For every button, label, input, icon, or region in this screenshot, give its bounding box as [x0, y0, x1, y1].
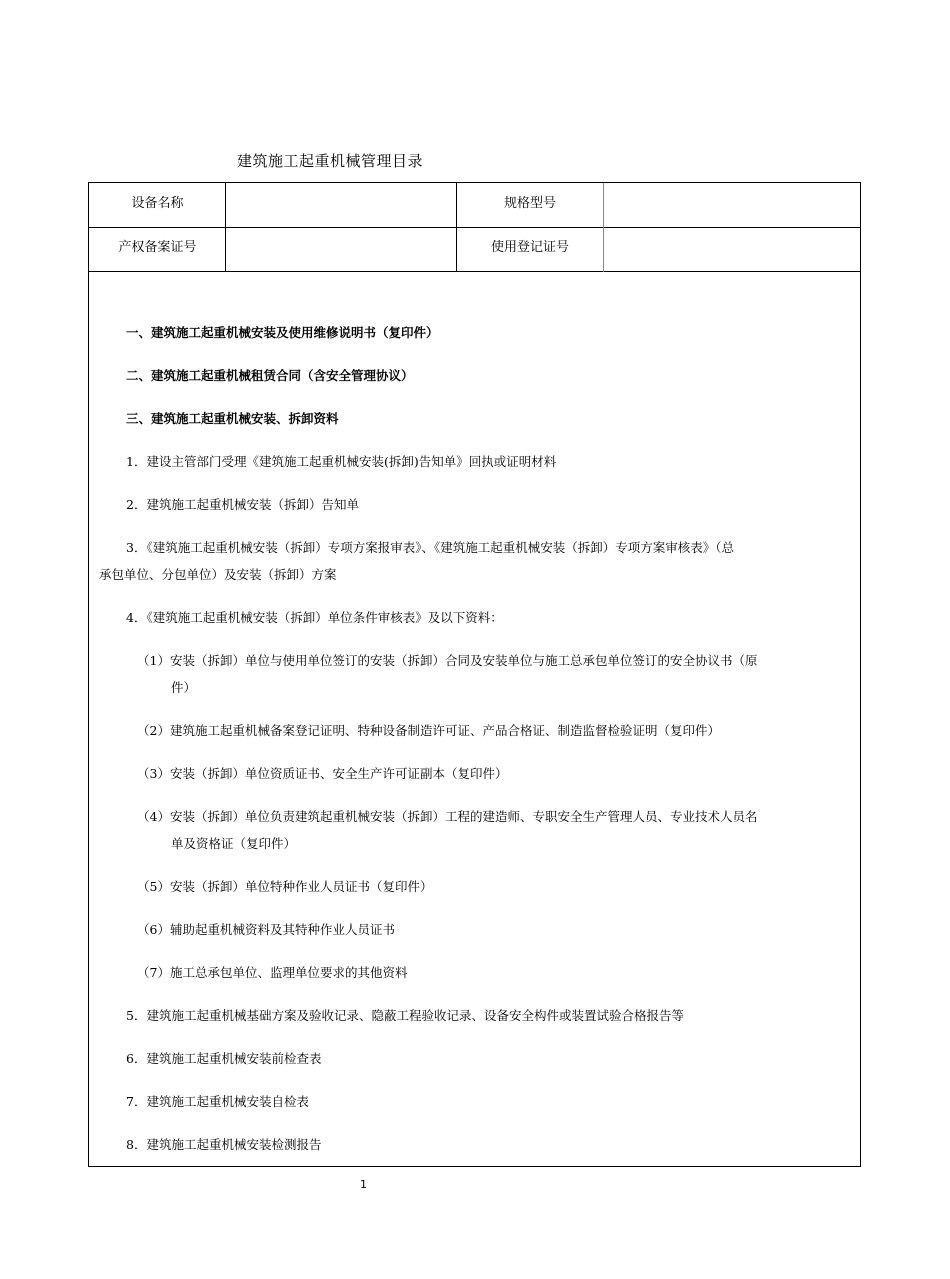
equipment-name-field[interactable] [226, 183, 457, 227]
sub-item: （2）建筑施工起重机械备案登记证明、特种设备制造许可证、产品合格证、制造监督检验证明（复印件） [137, 723, 720, 738]
property-record-no-label: 产权备案证号 [118, 240, 197, 255]
form-frame [88, 182, 861, 1167]
header-row-1 [89, 183, 860, 228]
list-item: 3．《建筑施工起重机械安装（拆卸）专项方案报审表》、《建筑施工起重机械安装（拆卸）专项方案审核表》（总 [126, 540, 734, 555]
column-divider [456, 183, 457, 272]
sub-item: （1）安装（拆卸）单位与使用单位签订的安装（拆卸）合同及安装单位与施工总承包单位签订的安全协议书（原 [137, 653, 758, 668]
list-item: 5．建筑施工起重机械基础方案及验收记录、隐蔽工程验收记录、设备安全构件或装置试验合格报告等 [126, 1008, 684, 1023]
list-item: 1．建设主管部门受理《建筑施工起重机械安装(拆卸)告知单》回执或证明材料 [126, 454, 557, 469]
use-registration-no-label: 使用登记证号 [490, 240, 569, 255]
list-item: 8．建筑施工起重机械安装检测报告 [126, 1137, 322, 1152]
list-item: 6．建筑施工起重机械安装前检查表 [126, 1051, 322, 1066]
section-heading: 一、建筑施工起重机械安装及使用维修说明书（复印件） [126, 325, 439, 340]
list-item: 2．建筑施工起重机械安装（拆卸）告知单 [126, 497, 359, 512]
sub-item-continuation: 件） [171, 680, 197, 695]
list-item: 4．《建筑施工起重机械安装（拆卸）单位条件审核表》及以下资料： [126, 610, 503, 625]
use-registration-no-field[interactable] [603, 227, 860, 271]
model-spec-field[interactable] [603, 183, 860, 227]
section-heading: 三、建筑施工起重机械安装、拆卸资料 [126, 411, 339, 426]
model-spec-label: 规格型号 [503, 196, 556, 211]
sub-item: （7）施工总承包单位、监理单位要求的其他资料 [137, 965, 408, 980]
sub-item: （6）辅助起重机械资料及其特种作业人员证书 [137, 922, 395, 937]
equipment-name-label: 设备名称 [131, 196, 184, 211]
document-title: 建筑施工起重机械管理目录 [237, 152, 424, 170]
property-record-no-field[interactable] [226, 227, 457, 271]
sub-item-continuation: 单及资格证（复印件） [171, 836, 297, 851]
page-number: 1 [360, 1178, 367, 1191]
list-item: 7．建筑施工起重机械安装自检表 [126, 1094, 309, 1109]
list-item-continuation: 承包单位、分包单位）及安装（拆卸）方案 [99, 567, 337, 582]
sub-item: （5）安装（拆卸）单位特种作业人员证书（复印件） [137, 879, 433, 894]
section-heading: 二、建筑施工起重机械租赁合同（含安全管理协议） [126, 368, 414, 383]
sub-item: （4）安装（拆卸）单位负责建筑起重机械安装（拆卸）工程的建造师、专职安全生产管理人员、专业技术人员名 [137, 809, 758, 824]
header-row-2 [89, 227, 860, 272]
sub-item: （3）安装（拆卸）单位资质证书、安全生产许可证副本（复印件） [137, 766, 508, 781]
column-divider [225, 183, 226, 272]
column-divider [603, 183, 604, 272]
